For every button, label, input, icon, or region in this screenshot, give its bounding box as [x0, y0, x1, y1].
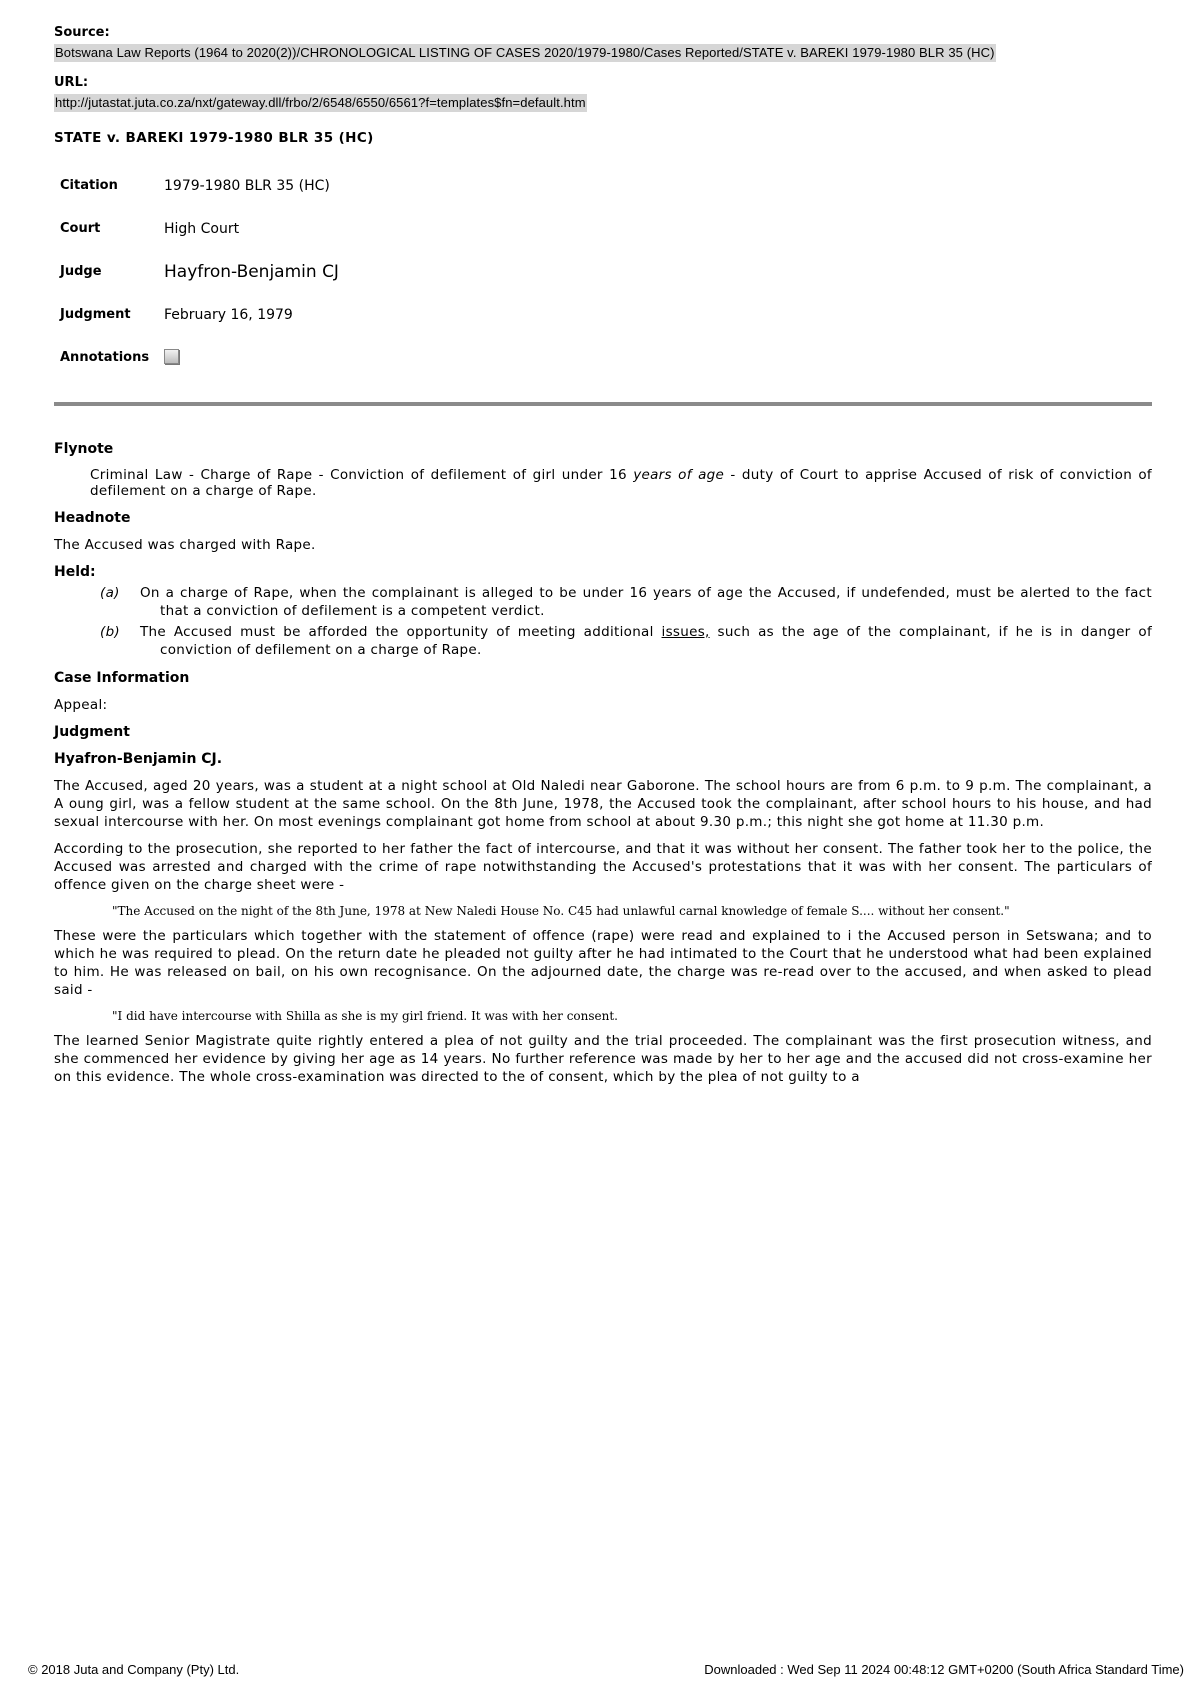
annotations-row [60, 336, 339, 379]
judge-value: Hayfron-Benjamin CJ [164, 261, 339, 282]
document-page [54, 24, 1152, 1095]
flynote-text-emphasis: years of age [633, 467, 725, 483]
judge-row [60, 250, 339, 293]
judgment-paragraph-2: According to the prosecution, she reported to her father the fact of intercourse, and that it was without her consent. The father took her to the police, the Accused was arrested and charged with the crime of rape notwithstanding the Accused's protestations that it was with her consent. The particulars of offence given on the charge sheet were - [54, 841, 1152, 893]
accused-plea-quote: "I did have intercourse with Shilla as she is my girl friend. It was with her consent. [112, 1009, 618, 1023]
case-information-heading: Case Information [54, 670, 190, 686]
held-item-b-text-1: The Accused must be afforded the opportunity of meeting additional [140, 624, 662, 640]
charge-sheet-quote: "The Accused on the night of the 8th June, 1978 at New Naledi House No. C45 had unlawful carnal knowledge of female S.... without her consent." [112, 904, 1010, 918]
horizontal-divider [54, 402, 1152, 406]
held-item-b-underlined: issues, [661, 624, 710, 640]
citation-label: Citation [60, 178, 118, 193]
held-item-a [100, 584, 1152, 620]
flynote-text-part-1: Criminal Law - Charge of Rape - Conviction of defilement of girl under 16 [90, 467, 634, 483]
judge-label: Judge [60, 264, 102, 279]
held-item-b-letter: (b) [100, 624, 121, 640]
annotations-cell [164, 336, 339, 379]
court-label: Court [60, 221, 101, 236]
case-info-table [60, 164, 339, 379]
judgment-paragraph-1: The Accused, aged 20 years, was a student at a night school at Old Naledi near Gaborone. The school hours are from 6 p.m. to 9 p.m. The complainant, a A oung girl, was a fellow student at the same school. On the 8th June, 1978, the Accused took the complainant, after school hours to his house, and had sexual intercourse with her. On most evenings complainant got home from school at about 9.30 p.m.; this night she got home at 11.30 p.m. [54, 778, 1152, 830]
citation-value: 1979-1980 BLR 35 (HC) [164, 177, 330, 194]
case-title: STATE v. BAREKI 1979-1980 BLR 35 (HC) [54, 130, 374, 146]
judgment-heading: Judgment [54, 724, 130, 740]
citation-row [60, 164, 339, 207]
held-heading: Held: [54, 564, 96, 580]
judgment-date-value: February 16, 1979 [164, 306, 293, 323]
held-item-a-text: On a charge of Rape, when the complainant is alleged to be under 16 years of age the Accused, if undefended, must be alerted to the fact that a conviction of defilement is a competent verdict. [140, 585, 1152, 619]
headnote-text: The Accused was charged with Rape. [54, 537, 316, 553]
held-item-b-text-2: such as the age of the complainant, if he is in danger of conviction of defilement on a charge of Rape. [160, 624, 1152, 658]
judgment-paragraph-3: These were the particulars which together with the statement of offence (rape) were read and explained to i the Accused person in Setswana; and to which he was required to plead. On the return date he pleaded not guilty after he had intimated to the Court that he understood what had been explained to him. He was released on bail, on his own recognisance. On the adjourned date, the charge was re-read over to the accused, and when asked to plead said - [54, 928, 1152, 998]
court-value: High Court [164, 220, 240, 237]
page-footer [28, 1662, 1184, 1677]
url-link[interactable]: http://jutastat.juta.co.za/nxt/gateway.dll/frbo/2/6548/6550/6561?f=templates$fn=default.htm [55, 95, 586, 110]
flynote-heading: Flynote [54, 441, 114, 457]
copyright-text: © 2018 Juta and Company (Pty) Ltd. [28, 1662, 240, 1677]
source-label: Source: [54, 25, 110, 40]
appeal-text: Appeal: [54, 697, 108, 713]
source-path[interactable]: Botswana Law Reports (1964 to 2020(2))/CHRONOLOGICAL LISTING OF CASES 2020/1979-1980/Cases Reported/STATE v. BAREKI 1979-1980 BLR 35 (HC) [55, 45, 995, 60]
judgment-date-row [60, 293, 339, 336]
judgment-label: Judgment [60, 307, 131, 322]
judgment-paragraph-4: The learned Senior Magistrate quite rightly entered a plea of not guilty and the trial proceeded. The complainant was the first prosecution witness, and she commenced her evidence by giving her age as 14 years. No further reference was made by her to her age and the accused did not cross-examine her on this evidence. The whole cross-examination was directed to the of consent, which by the plea of not guilty to a [54, 1033, 1152, 1085]
headnote-heading: Headnote [54, 510, 131, 526]
download-timestamp: Downloaded : Wed Sep 11 2024 00:48:12 GMT+0200 (South Africa Standard Time) [704, 1662, 1184, 1677]
held-item-a-letter: (a) [100, 585, 120, 601]
url-label: URL: [54, 75, 89, 90]
court-row [60, 207, 339, 250]
flynote-text-part-2: - duty of Court to apprise Accused of risk of conviction of defilement on a charge of Rape. [90, 467, 1152, 499]
annotations-label: Annotations [60, 350, 150, 365]
annotations-checkbox-icon[interactable] [164, 349, 179, 364]
judgment-judge-name: Hyafron-Benjamin CJ. [54, 751, 223, 767]
held-item-b [100, 623, 1152, 659]
flynote-text [90, 467, 1152, 499]
